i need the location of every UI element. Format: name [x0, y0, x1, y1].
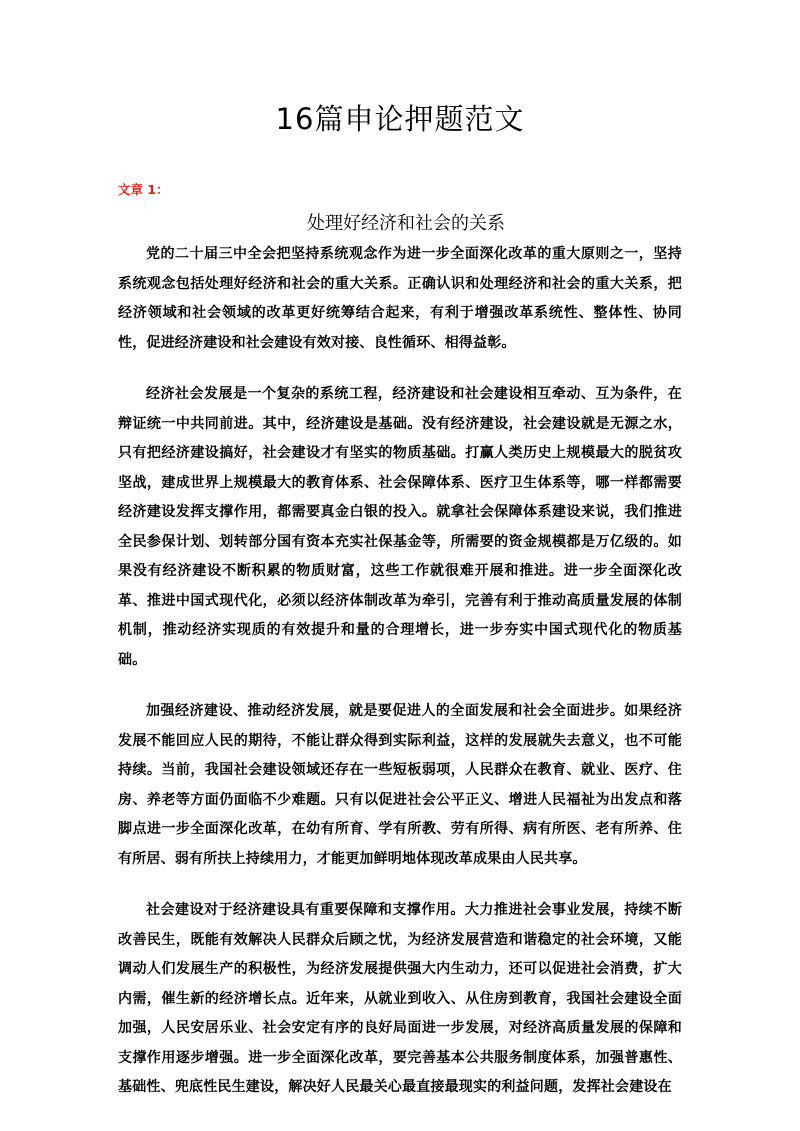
article-body	[118, 240, 682, 1125]
article-label: 文章 1：	[118, 182, 169, 197]
paragraph-4: 社会建设对于经济建设具有重要保障和支撑作用。大力推进社会事业发展，持续不断改善民生，既能有效解决人民群众后顾之忧，为经济发展营造和谐稳定的社会环境，又能调动人们发展生产的积极性，为经济发展提供强大内生动力，还可以促进社会消费，扩大内需，催生新的经济增长点。近年来，从就业到收入、从住房到教育，我国社会建设全面加强，人民安居乐业、社会安定有序的良好局面进一步发展，对经济高质量发展的保障和支撑作用逐步增强。进一步全面深化改革，要完善基本公共服务制度体系，加强普惠性、基础性、兜底性民生建设，解决好人民最关心最直接最现实的利益问题，发挥社会建设在	[118, 902, 682, 1095]
document-title: 16篇申论押题范文	[275, 102, 525, 136]
paragraph-1: 党的二十届三中全会把坚持系统观念作为进一步全面深化改革的重大原则之一，坚持系统观念包括处理好经济和社会的重大关系。正确认识和处理经济和社会的重大关系，把经济领域和社会领域的改革更好统筹结合起来，有利于增强改革系统性、整体性、协同性，促进经济建设和社会建设有效对接、良性循环、相得益彰。	[118, 246, 682, 351]
paragraph-2: 经济社会发展是一个复杂的系统工程，经济建设和社会建设相互牵动、互为条件，在辩证统一中共同前进。其中，经济建设是基础。没有经济建设，社会建设就是无源之水，只有把经济建设搞好，社会建设才有坚实的物质基础。打赢人类历史上规模最大的脱贫攻坚战，建成世界上规模最大的教育体系、社会保障体系、医疗卫生体系等，哪一样都需要经济建设发挥支撑作用，都需要真金白银的投入。就拿社会保障体系建设来说，我们推进全民参保计划、划转部分国有资本充实社保基金等，所需要的资金规模都是万亿级的。如果没有经济建设不断积累的物质财富，这些工作就很难开展和推进。进一步全面深化改革、推进中国式现代化，必须以经济体制改革为牵引，完善有利于推动高质量发展的体制机制，推动经济实现质的有效提升和量的合理增长，进一步夯实中国式现代化的物质基础。	[118, 386, 682, 668]
article-title: 处理好经济和社会的关系	[307, 213, 505, 234]
paragraph-3: 加强经济建设、推动经济发展，就是要促进人的全面发展和社会全面进步。如果经济发展不能回应人民的期待，不能让群众得到实际利益，这样的发展就失去意义，也不可能持续。当前，我国社会建设领域还存在一些短板弱项，人民群众在教育、就业、医疗、住房、养老等方面仍面临不少难题。只有以促进社会公平正义、增进人民福祉为出发点和落脚点进一步全面深化改革，在幼有所育、学有所教、劳有所得、病有所医、老有所养、住有所居、弱有所扶上持续用力，才能更加鲜明地体现改革成果由人民共享。	[118, 703, 682, 867]
